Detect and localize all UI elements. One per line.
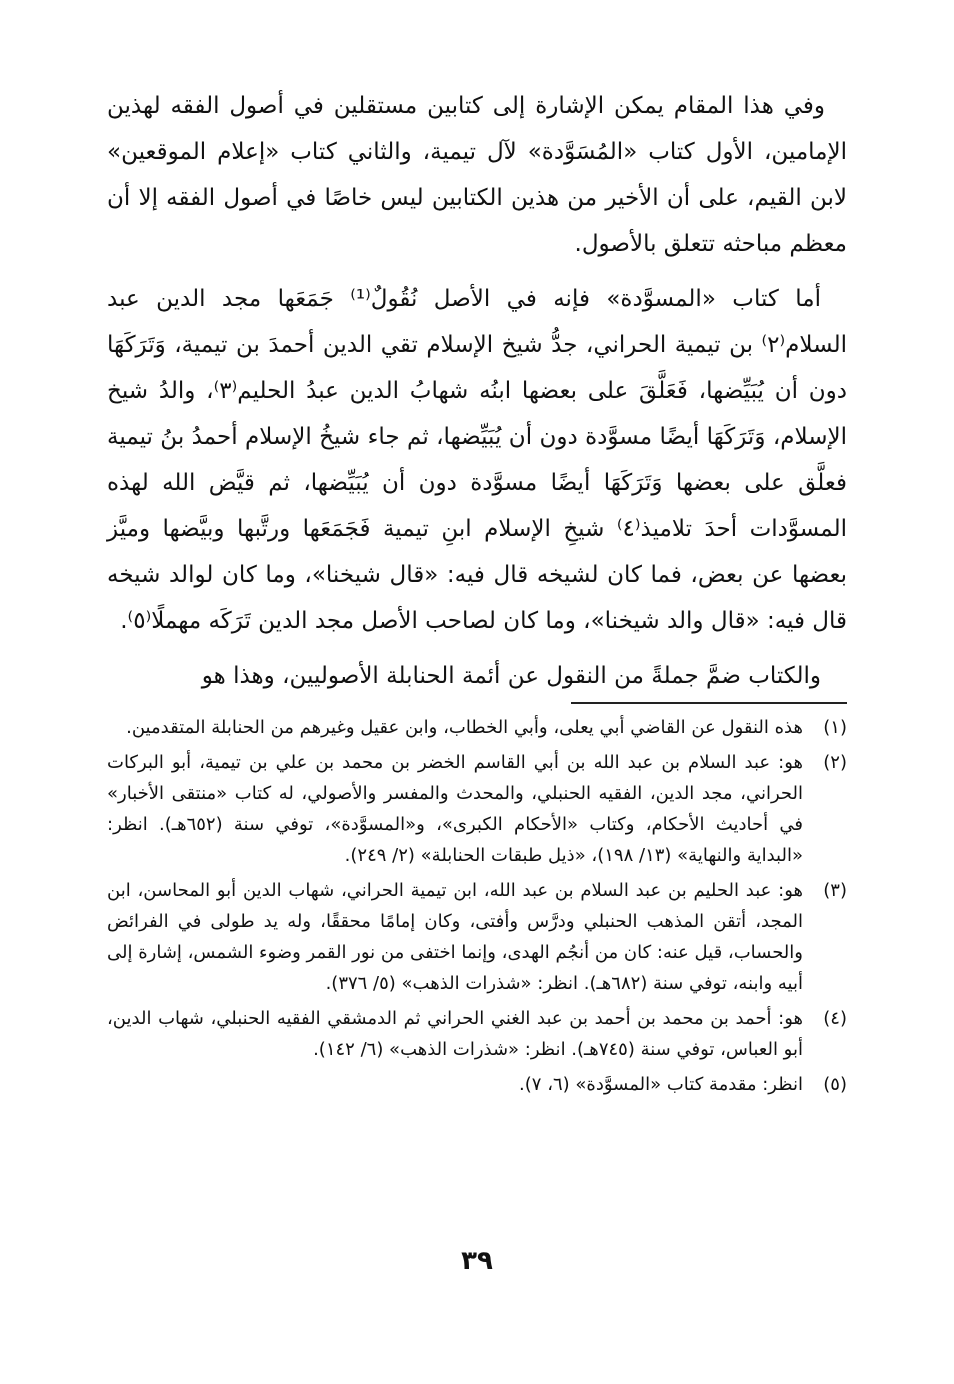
- footnote: [107, 875, 847, 999]
- footnote: [107, 1069, 847, 1100]
- footnote-text: هو: أحمد بن محمد بن أحمد بن عبد الغني الحراني ثم الدمشقي الفقيه الحنبلي، شهاب الدين، أبو العباس، توفي سنة (٧٤٥هـ). انظر: «شذرات الذهب» (٦/ ١٤٢).: [107, 1008, 803, 1060]
- footnote-number: (٤): [823, 1008, 847, 1029]
- footnote-number: (١): [823, 717, 847, 738]
- footnotes: [107, 712, 847, 1104]
- footnote-number: (٥): [823, 1074, 847, 1095]
- footnote-text: انظر: مقدمة كتاب «المسوَّدة» (٦، ٧).: [519, 1074, 803, 1095]
- footnote-text: هو: عبد الحليم بن عبد السلام بن عبد الله، ابن تيمية الحراني، شهاب الدين أبو المحاسن، ابن المجد، أتقن المذهب الحنبلي ودرَّس وأفتى، وكان إمامًا محققًا، وله يد طولى في الفرائض والحساب، قيل عنه: كان من أنجُم الهدى، وإنما اختفى من نور القمر وضوء الشمس، إشارة إلى أبيه وابنه، توفي سنة (٦٨٢هـ). انظر: «شذرات الذهب» (٥/ ٣٧٦).: [107, 880, 803, 994]
- footnote-text: هذه النقول عن القاضي أبي يعلى، وأبي الخطاب، وابن عقيل وغيرهم من الحنابلة المتقدمين.: [126, 717, 803, 738]
- footnote: [107, 712, 847, 743]
- footnote-separator: [571, 702, 847, 704]
- footnote: [107, 747, 847, 871]
- footnote-number: (٢): [823, 752, 847, 773]
- main-text: [107, 83, 847, 708]
- page-number: ٣٩: [461, 1246, 493, 1276]
- footnote: [107, 1003, 847, 1065]
- footnote-number: (٣): [823, 880, 847, 901]
- paragraph: أما كتاب «المسوَّدة» فإنه في الأصل نُقُولٌ⁽¹⁾ جَمَعَها مجد الدين عبد السلام⁽٢⁾ بن تيمية الحراني، جدُّ شيخ الإسلام تقي الدين أحمدَ بن تيمية، وَتَرَكَهَا دون أن يُبَيِّضها، فَعَلَّقَ على بعضها ابنُه شهابُ الدين عبدُ الحليم⁽٣⁾، والدُ شيخ الإسلام، وَتَرَكَهَا أيضًا مسوَّدة دون أن يُبَيِّضها، ثم جاء شيخُ الإسلام أحمدُ بنُ تيمية فعلَّق على بعضها وَتَرَكَهَا أيضًا مسوَّدة دون أن يُبَيِّضها، ثم قيَّض الله لهذه المسوَّدات أحدَ تلاميذ⁽٤⁾ شيخِ الإسلام ابنِ تيمية فَجَمَعَها ورتَّبها وبيَّضها وميَّز بعضها عن بعض، فما كان لشيخه قال فيه: «قال شيخنا»، وما كان لوالد شيخه قال فيه: «قال والد شيخنا»، وما كان لصاحب الأصل مجد الدين تَرَكَه مهملًا⁽٥⁾.: [107, 286, 848, 634]
- paragraph: وفي هذا المقام يمكن الإشارة إلى كتابين مستقلين في أصول الفقه لهذين الإمامين، الأول كتاب «المُسَوَّدة» لآل تيمية، والثاني كتاب «إعلام الموقعين» لابن القيم، على أن الأخير من هذين الكتابين ليس خاصًا في أصول الفقه إلا أن معظم مباحثه تتعلق بالأصول.: [107, 93, 847, 257]
- footnote-text: هو: عبد السلام بن عبد الله بن أبي القاسم الخضر بن محمد بن علي بن تيمية، أبو البركات الحراني، مجد الدين، الفقيه الحنبلي، والمحدث والمفسر والأصولي، له كتاب «منتقى الأخبار» في أحاديث الأحكام، وكتاب «الأحكام الكبرى»، و«المسوَّدة»، توفي سنة (٦٥٢هـ). انظر: «البداية والنهاية» (١٣/ ١٩٨)، «ذيل طبقات الحنابلة» (٢/ ٢٤٩).: [107, 752, 803, 866]
- paragraph: والكتاب ضمَّ جملةً من النقول عن أئمة الحنابلة الأصوليين، وهذا هو: [201, 663, 821, 689]
